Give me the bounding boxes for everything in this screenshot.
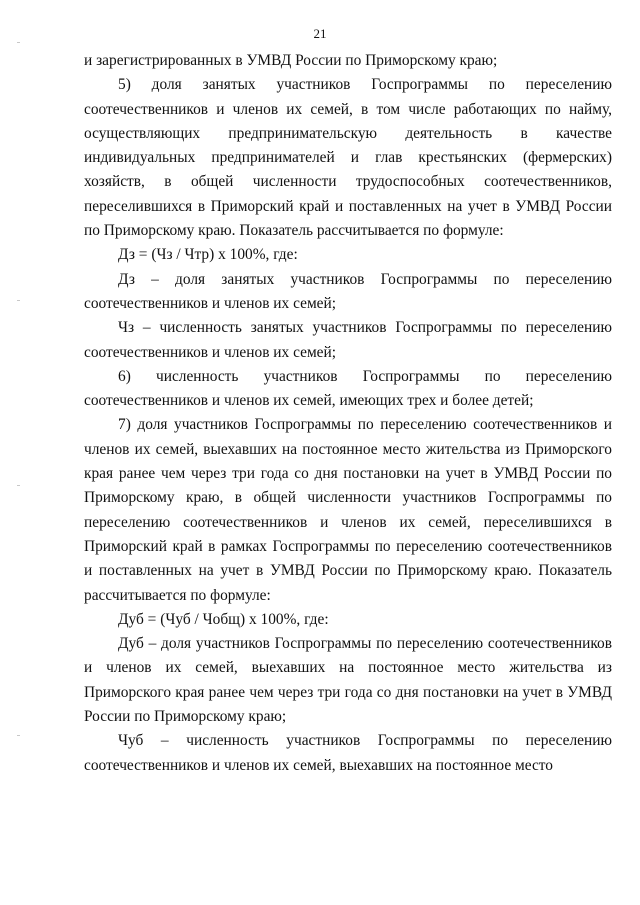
formula-dub: Дуб = (Чуб / Чобщ) х 100%, где: — [118, 610, 329, 628]
definition-dub: Дуб – доля участников Госпрограммы по переселению соотечественников и членов их семей, выехавших на постоянное место жительства из Приморского края ранее чем через три года со дня постановки на учет в УМВД России по Приморскому краю; — [84, 635, 612, 726]
page-number: 21 — [313, 26, 327, 41]
formula-dz: Дз = (Чз / Чтр) х 100%, где: — [118, 246, 298, 264]
definition-dz: Дз – доля занятых участников Госпрограммы по переселению соотечественников и членов их семей; — [84, 270, 612, 312]
margin-mark — [17, 42, 20, 43]
paragraph-item-5: 5) доля занятых участников Госпрограммы по переселению соотечественников и членов их семей, в том числе работающих по найму, осуществляющих предпринимательскую деятельность в качестве индивидуальных предпринимателей и глав крестьянских (фермерских) хозяйств, в общей численности трудоспособных соотечественников, переселившихся в Приморский край и поставленных на учет в УМВД России по Приморскому краю. Показатель рассчитывается по формуле: — [84, 76, 612, 240]
definition-chz: Чз – численность занятых участников Госпрограммы по переселению соотечественников и членов их семей; — [84, 319, 612, 361]
margin-mark — [17, 300, 20, 301]
margin-mark — [17, 735, 20, 736]
margin-mark — [17, 485, 20, 486]
definition-chub: Чуб – численность участников Госпрограммы по переселению соотечественников и членов их семей, выехавших на постоянное место — [84, 732, 612, 774]
paragraph-item-7: 7) доля участников Госпрограммы по переселению соотечественников и членов их семей, выехавших на постоянное место жительства из Приморского края ранее чем через три года со дня постановки на учет в УМВД России по Приморскому краю, в общей численности участников Госпрограммы по переселению соотечественников и членов их семей, переселившихся в Приморский край в рамках Госпрограммы по переселению соотечественников и поставленных на учет в УМВД России по Приморскому краю. Показатель рассчитывается по формуле: — [84, 416, 612, 604]
paragraph-continuation: и зарегистрированных в УМВД России по Приморскому краю; — [84, 52, 498, 69]
paragraph-item-6: 6) численность участников Госпрограммы по переселению соотечественников и членов их семей, имеющих трех и более детей; — [84, 367, 612, 410]
body-text — [84, 49, 612, 778]
